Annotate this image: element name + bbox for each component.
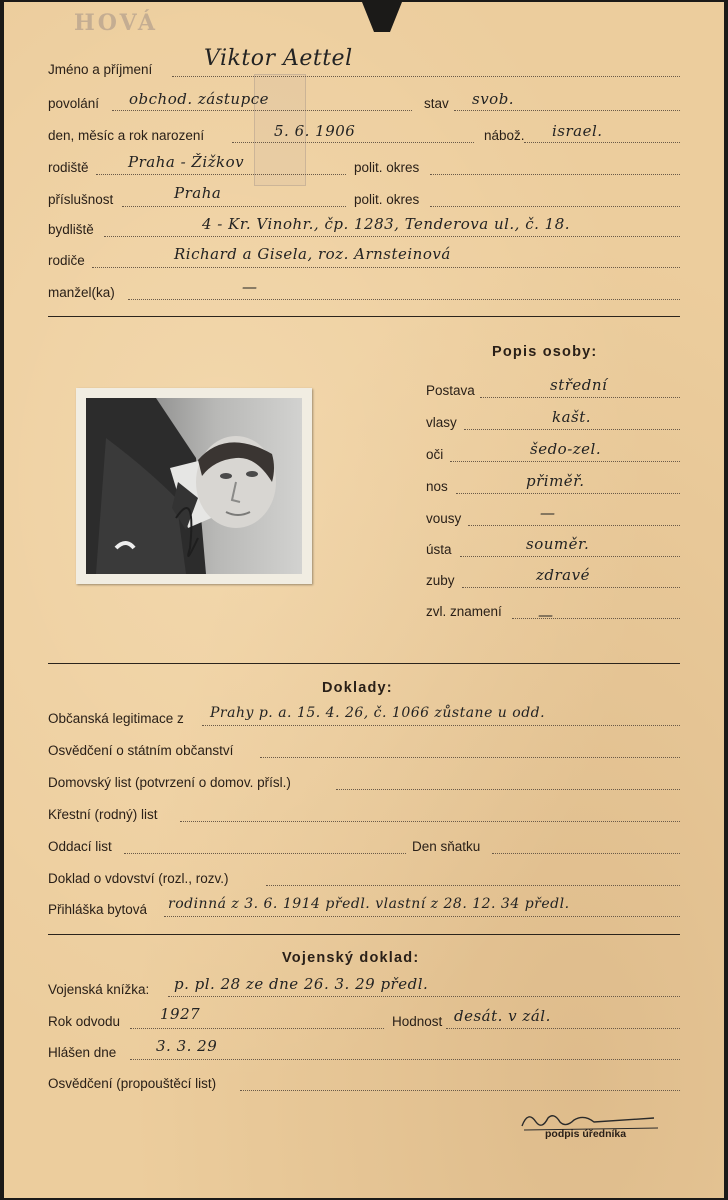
nose-label: nos <box>426 479 448 494</box>
marital-line <box>454 110 680 111</box>
birth-line <box>232 142 474 143</box>
signature-label: podpis úředníka <box>545 1128 627 1140</box>
marriage-line <box>124 853 406 854</box>
registration-form-page <box>4 2 724 1198</box>
nose-value: přiměř. <box>526 472 585 490</box>
mouth-label: ústa <box>426 542 452 557</box>
district2-line <box>430 206 680 207</box>
housing-value: rodinná z 3. 6. 1914 předl. vlastní z 28. 12. 34 předl. <box>168 896 570 912</box>
birth-value: 5. 6. 1906 <box>274 122 356 140</box>
district1-label: polit. okres <box>354 160 420 175</box>
nationality-line <box>122 206 346 207</box>
hair-value: kašt. <box>552 408 592 426</box>
teeth-label: zuby <box>426 573 455 588</box>
nationality-value: Praha <box>174 184 222 202</box>
teeth-value: zdravé <box>536 566 590 584</box>
spouse-label: manžel(ka) <box>48 285 115 300</box>
conscription-year-label: Rok odvodu <box>48 1014 121 1029</box>
wedding-day-label: Den sňatku <box>412 839 481 854</box>
portrait-photo <box>86 398 302 574</box>
occupation-value: obchod. zástupce <box>129 90 269 108</box>
faded-stamp-text: HOVÁ <box>74 10 158 36</box>
nationality-label: příslušnost <box>48 192 114 207</box>
eyes-line <box>450 461 680 462</box>
domicile-label: Domovský list (potvrzení o domov. přísl.) <box>48 775 291 790</box>
name-value: Viktor Aettel <box>204 46 353 71</box>
rank-label: Hodnost <box>392 1014 443 1029</box>
birthplace-label: rodiště <box>48 160 89 175</box>
occupation-label: povolání <box>48 96 100 111</box>
build-line <box>480 397 680 398</box>
hair-line <box>464 429 680 430</box>
marks-value: — <box>538 606 554 624</box>
religion-value: israel. <box>552 122 603 140</box>
reported-value: 3. 3. 29 <box>156 1037 218 1055</box>
mouth-line <box>460 556 680 557</box>
beard-line <box>468 525 680 526</box>
beard-label: vousy <box>426 511 462 526</box>
marital-value: svob. <box>472 90 515 108</box>
housing-line <box>164 916 680 917</box>
name-label: Jméno a příjmení <box>48 62 153 77</box>
beard-value: — <box>540 504 556 522</box>
discharge-label: Osvědčení (propouštěcí list) <box>48 1076 217 1091</box>
wedding-day-line <box>492 853 680 854</box>
military-book-line <box>168 996 680 997</box>
spouse-line <box>128 299 680 300</box>
marriage-label: Oddací list <box>48 839 112 854</box>
housing-label: Přihláška bytová <box>48 902 148 917</box>
reported-label: Hlášen dne <box>48 1045 117 1060</box>
marks-label: zvl. znamení <box>426 604 502 619</box>
section-divider-1 <box>48 316 680 317</box>
occupation-line <box>112 110 412 111</box>
page-fold-notch <box>362 2 402 32</box>
birth-label: den, měsíc a rok narození <box>48 128 205 143</box>
conscription-year-line <box>130 1028 384 1029</box>
district1-line <box>430 174 680 175</box>
rank-value: desát. v zál. <box>454 1007 551 1025</box>
citizenship-line <box>260 757 680 758</box>
eyes-value: šedo-zel. <box>530 440 602 458</box>
marital-label: stav <box>424 96 449 111</box>
military-book-value: p. pl. 28 ze dne 26. 3. 29 předl. <box>174 975 429 993</box>
build-label: Postava <box>426 383 475 398</box>
baptism-line <box>180 821 680 822</box>
birthplace-line <box>96 174 346 175</box>
military-book-label: Vojenská knížka: <box>48 982 150 997</box>
section-divider-2 <box>48 663 680 664</box>
nose-line <box>456 493 680 494</box>
teeth-line <box>462 587 680 588</box>
military-heading: Vojenský doklad: <box>282 950 420 966</box>
civic-line <box>202 725 680 726</box>
domicile-line <box>336 789 680 790</box>
hair-label: vlasy <box>426 415 457 430</box>
district2-label: polit. okres <box>354 192 420 207</box>
residence-line <box>104 236 680 237</box>
rank-line <box>446 1028 680 1029</box>
parents-label: rodiče <box>48 253 85 268</box>
mouth-value: souměr. <box>526 535 590 553</box>
religion-label: nábož. <box>484 128 525 143</box>
civic-value: Prahy p. a. 15. 4. 26, č. 1066 zůstane u odd. <box>210 705 546 721</box>
section-divider-3 <box>48 934 680 935</box>
religion-line <box>524 142 680 143</box>
citizenship-label: Osvědčení o státním občanství <box>48 743 234 758</box>
eyes-label: oči <box>426 447 444 462</box>
description-heading: Popis osoby: <box>492 344 598 360</box>
parents-value: Richard a Gisela, roz. Arnsteinová <box>174 245 451 263</box>
id-photo <box>76 388 312 584</box>
name-line <box>172 76 680 77</box>
build-value: střední <box>550 376 608 394</box>
baptism-label: Křestní (rodný) list <box>48 807 158 822</box>
documents-heading: Doklady: <box>322 680 393 696</box>
discharge-line <box>240 1090 680 1091</box>
conscription-year-value: 1927 <box>160 1005 201 1023</box>
civic-label: Občanská legitimace z <box>48 711 184 726</box>
reported-line <box>130 1059 680 1060</box>
birthplace-value: Praha - Žižkov <box>128 153 245 171</box>
parents-line <box>92 267 680 268</box>
residence-label: bydliště <box>48 222 94 237</box>
residence-value: 4 - Kr. Vinohr., čp. 1283, Tenderova ul., č. 18. <box>202 215 571 233</box>
widow-label: Doklad o vdovství (rozl., rozv.) <box>48 871 229 886</box>
widow-line <box>266 885 680 886</box>
spouse-value: — <box>242 278 258 296</box>
